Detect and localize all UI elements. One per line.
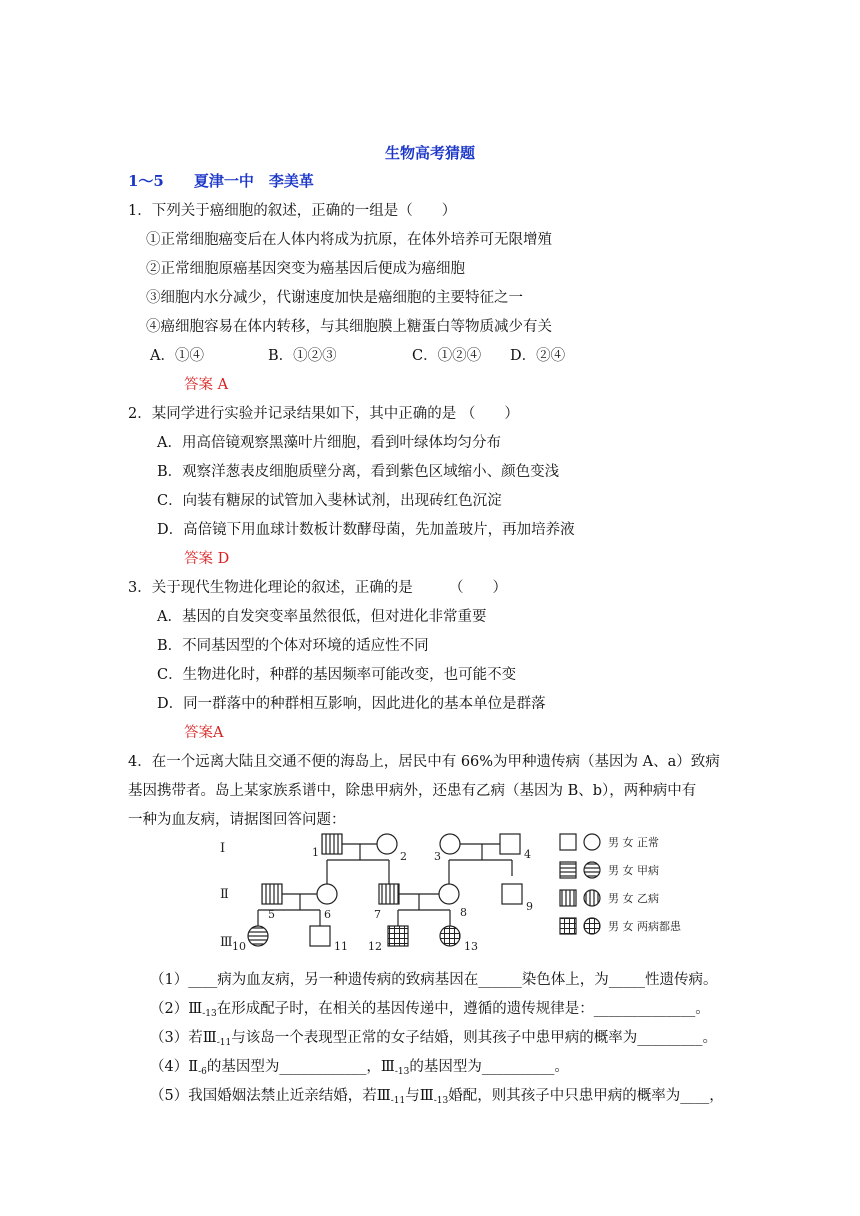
individual-number: 11 [334, 940, 348, 953]
q1-option-d: D．②④ [510, 348, 566, 364]
individual-number: 2 [400, 850, 407, 863]
q4-stem-line: 一种为血友病，请据图回答问题： [128, 812, 346, 828]
individual-number: 3 [434, 850, 441, 863]
individual-number: 6 [324, 908, 331, 921]
legend-female-disease-a [584, 862, 600, 878]
legend-male-both [560, 918, 576, 934]
individual-number: 5 [268, 908, 275, 921]
q2-option-d: D．高倍镜下用血球计数板计数酵母菌，先加盖玻片，再加培养液 [157, 522, 575, 538]
q2-answer: 答案 D [184, 551, 230, 567]
legend-label: 男 女 两病都患 [608, 920, 681, 933]
pedigree-diagram [212, 826, 712, 958]
individual-11 [310, 926, 330, 946]
individual-5 [262, 884, 282, 904]
generation-label: Ⅱ [220, 887, 229, 902]
legend-label: 男 女 乙病 [608, 892, 659, 905]
q4-sub-4: $(4)Ⅱ_{-6}$的基因型为____________，$Ⅲ_{-13}$的基因型为__________。 [150, 1059, 569, 1077]
q4-stem-line: 基因携带者。岛上某家族系谱中，除患甲病外，还患有乙病（基因为 B、b），两种病中有 [128, 783, 697, 799]
legend-female-both [584, 918, 600, 934]
individual-7 [379, 884, 399, 904]
individual-4 [500, 834, 520, 854]
q2-option-b: B．观察洋葱表皮细胞质壁分离，看到紫色区域缩小、颜色变浅 [157, 464, 560, 480]
q1-option-c: C．①②④ [412, 348, 482, 364]
individual-number: 4 [524, 848, 531, 861]
q4-stem-line: 4．在一个远离大陆且交通不便的海岛上，居民中有 66%为甲种遗传病（基因为 A、a）致病 [128, 754, 720, 770]
generation-label: Ⅰ [220, 841, 226, 856]
q2-stem: 2．某同学进行实验并记录结果如下，其中正确的是 （ ） [128, 406, 519, 422]
q3-option-b: B．不同基因型的个体对环境的适应性不同 [157, 638, 429, 654]
q4-sub-3: （3）若$Ⅲ_{-11}$与该岛一个表现型正常的女子结婚，则其孩子中患甲病的概率为_________。 [150, 1030, 717, 1048]
legend-label: 男 女 正常 [608, 836, 659, 849]
individual-3 [440, 834, 460, 854]
individual-1 [322, 834, 342, 854]
q4-sub-1: （1）____病为血友病，另一种遗传病的致病基因在______染色体上，为_____性遗传病。 [150, 972, 718, 988]
individual-number: 7 [374, 908, 381, 921]
author-line: 1～5 夏津一中 李美革 [128, 172, 314, 190]
individual-number: 1 [312, 846, 319, 859]
individual-13 [440, 926, 460, 946]
generation-label: Ⅲ [220, 935, 233, 950]
individual-6 [317, 884, 337, 904]
individual-10 [248, 926, 268, 946]
individual-2 [377, 834, 397, 854]
q1-item: ②正常细胞原癌基因突变为癌基因后便成为癌细胞 [146, 261, 465, 277]
legend-male-normal [560, 834, 576, 850]
q4-sub-2: $(2)Ⅲ_{-13}$在形成配子时，在相关的基因传递中，遵循的遗传规律是：______________。 [150, 1001, 710, 1019]
q1-option-b: B．①②③ [268, 348, 337, 364]
page-title: 生物高考猜题 [384, 144, 475, 162]
individual-number: 13 [464, 940, 478, 953]
q3-stem: 3．关于现代生物进化理论的叙述，正确的是 （ ） [128, 580, 507, 596]
q1-option-a: A．①④ [150, 348, 204, 364]
q2-option-c: C．向装有糖尿的试管加入斐林试剂，出现砖红色沉淀 [157, 493, 502, 509]
q1-stem: 1．下列关于癌细胞的叙述，正确的一组是（ ） [128, 203, 457, 219]
individual-9 [502, 884, 522, 904]
q1-item: ④癌细胞容易在体内转移，与其细胞膜上糖蛋白等物质减少有关 [146, 319, 552, 335]
individual-12 [388, 926, 408, 946]
q2-option-a: A．用高倍镜观察黑藻叶片细胞，看到叶绿体均匀分布 [157, 435, 501, 451]
individual-number: 8 [460, 906, 467, 919]
legend-label: 男 女 甲病 [608, 864, 659, 877]
q3-option-a: A．基因的自发突变率虽然很低，但对进化非常重要 [157, 609, 487, 625]
legend-female-normal [584, 834, 600, 850]
legend-male-disease-a [560, 862, 576, 878]
q1-item: ③细胞内水分减少，代谢速度加快是癌细胞的主要特征之一 [146, 290, 523, 306]
q1-item: ①正常细胞癌变后在人体内将成为抗原，在体外培养可无限增殖 [146, 232, 552, 248]
individual-number: 9 [526, 900, 533, 913]
q3-answer: 答案A [184, 725, 224, 741]
q3-option-d: D．同一群落中的种群相互影响，因此进化的基本单位是群落 [157, 696, 546, 712]
legend-female-disease-b [584, 890, 600, 906]
q1-answer: 答案 A [184, 377, 229, 393]
legend-male-disease-b [560, 890, 576, 906]
q4-sub-5: （5）我国婚姻法禁止近亲结婚，若$Ⅲ_{-11}$与$Ⅲ_{-13}$婚配，则其孩子中只患甲病的概率为____， [150, 1088, 724, 1106]
individual-number: 12 [368, 940, 382, 953]
individual-number: 10 [232, 940, 246, 953]
q3-option-c: C．生物进化时，种群的基因频率可能改变，也可能不变 [157, 667, 517, 683]
individual-8 [439, 884, 459, 904]
